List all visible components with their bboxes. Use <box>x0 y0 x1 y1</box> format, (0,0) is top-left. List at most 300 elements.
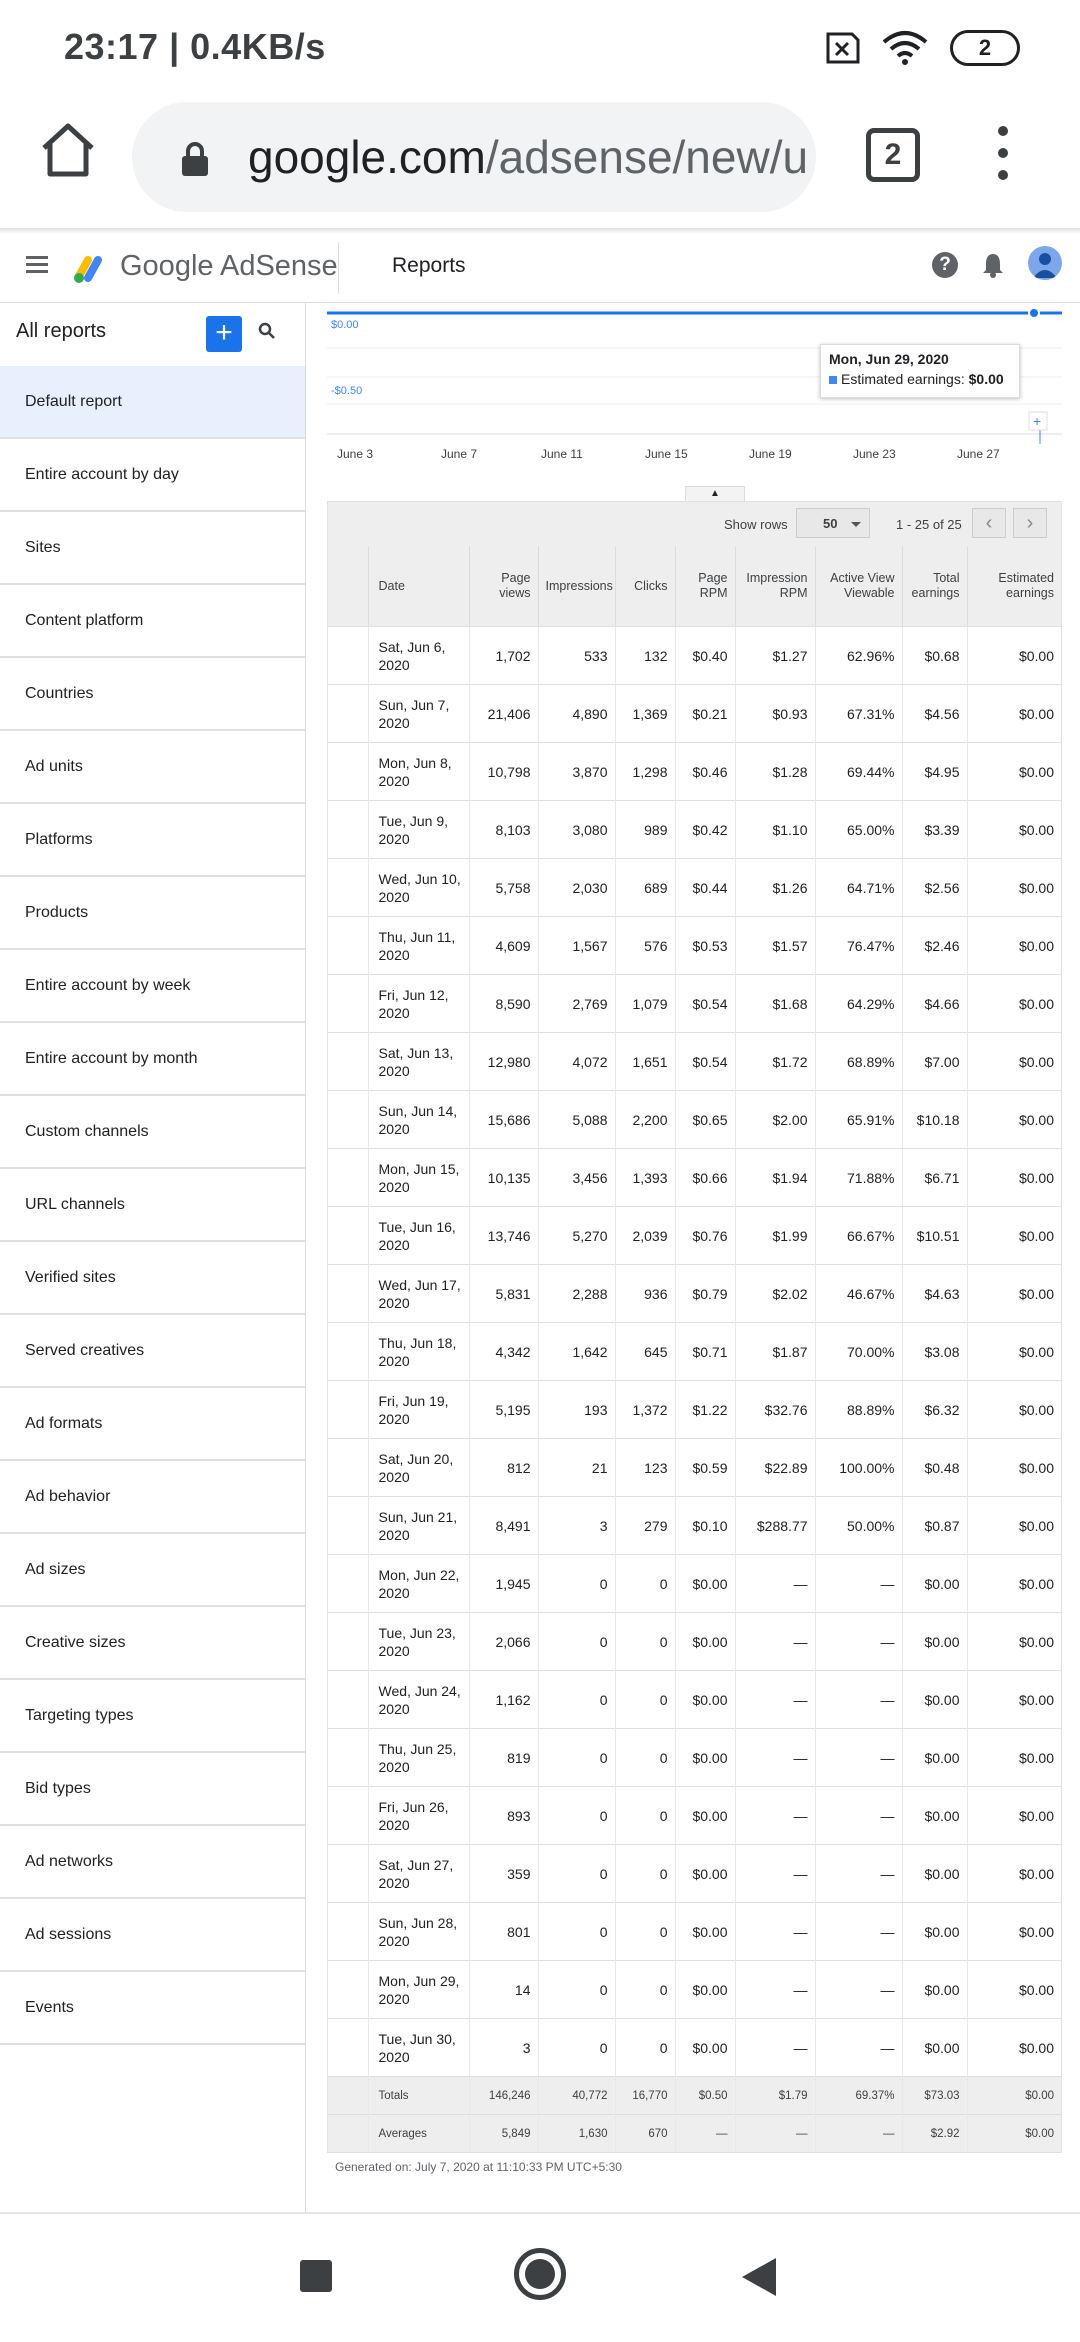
table-cell: — <box>735 1613 815 1671</box>
sidebar-header <box>0 302 305 366</box>
table-row <box>328 1613 1061 1671</box>
table-cell: 68.89% <box>815 1033 902 1091</box>
x-label: June 23 <box>853 447 896 461</box>
table-cell: 13,746 <box>469 1207 538 1265</box>
table-cell: $0.00 <box>675 1555 735 1613</box>
search-icon[interactable] <box>258 322 276 340</box>
row-label-cell: Fri, Jun 12, 2020 <box>368 975 469 1033</box>
x-label: June 11 <box>541 447 583 461</box>
row-label-cell: Fri, Jun 26, 2020 <box>368 1787 469 1845</box>
battery-icon <box>950 30 1020 66</box>
series-swatch <box>829 376 837 384</box>
table-cell: $1.26 <box>735 859 815 917</box>
table-cell: 576 <box>615 917 675 975</box>
table-cell: 21,406 <box>469 685 538 743</box>
tooltip-value: $0.00 <box>968 371 1004 387</box>
table-cell: 1,298 <box>615 743 675 801</box>
column-header-page-views[interactable]: Page views <box>469 546 538 627</box>
column-header-impressions[interactable]: Impressions <box>538 546 615 627</box>
table-cell: 0 <box>538 1903 615 1961</box>
sidebar-item-verified-sites[interactable]: Verified sites <box>0 1242 305 1315</box>
table-cell: 5,088 <box>538 1091 615 1149</box>
table-row <box>328 1497 1061 1555</box>
back-button[interactable] <box>742 2258 776 2296</box>
sidebar-item-content-platform[interactable]: Content platform <box>0 585 305 658</box>
y-label-0: $0.00 <box>331 319 359 331</box>
table-cell: 64.29% <box>815 975 902 1033</box>
table-row <box>328 2019 1061 2077</box>
sidebar-item-entire-account-by-week[interactable]: Entire account by week <box>0 950 305 1023</box>
table-cell: $1.87 <box>735 1323 815 1381</box>
system-nav-bar <box>0 2212 1080 2342</box>
table-cell: $0.65 <box>675 1091 735 1149</box>
table-cell: — <box>735 1671 815 1729</box>
table-cell: $0.00 <box>967 975 1061 1033</box>
report-table <box>327 501 1062 2153</box>
table-cell: 8,103 <box>469 801 538 859</box>
table-cell: $10.51 <box>902 1207 967 1265</box>
adsense-header <box>0 234 1080 303</box>
table-cell: $7.00 <box>902 1033 967 1091</box>
row-label-cell: Fri, Jun 19, 2020 <box>368 1381 469 1439</box>
table-row <box>328 1439 1061 1497</box>
table-cell: 146,246 <box>469 2077 538 2115</box>
sidebar-item-ad-sizes[interactable]: Ad sizes <box>0 1534 305 1607</box>
table-cell: $0.00 <box>675 1845 735 1903</box>
brand-name: Google AdSense <box>120 250 338 282</box>
column-header-total-earnings[interactable]: Total earnings <box>902 546 967 627</box>
status-icons <box>822 30 1020 66</box>
table-cell: $1.22 <box>675 1381 735 1439</box>
collapse-chart-toggle[interactable]: ▲ <box>685 486 745 501</box>
table-cell: $0.00 <box>967 1323 1061 1381</box>
table-cell: $0.00 <box>967 1265 1061 1323</box>
row-label-cell: Sun, Jun 14, 2020 <box>368 1091 469 1149</box>
table-cell: 3 <box>538 1497 615 1555</box>
chevron-down-icon <box>851 522 861 527</box>
earnings-chart <box>327 302 1062 462</box>
table-cell: 8,491 <box>469 1497 538 1555</box>
table-cell: 1,393 <box>615 1149 675 1207</box>
table-cell: — <box>815 1555 902 1613</box>
table-cell: $0.00 <box>675 1787 735 1845</box>
table-cell: $6.71 <box>902 1149 967 1207</box>
sidebar-item-default-report[interactable]: Default report <box>0 366 305 439</box>
table-cell: 2,039 <box>615 1207 675 1265</box>
tab-switcher-button[interactable] <box>866 128 920 182</box>
table-cell: 21 <box>538 1439 615 1497</box>
table-cell: $0.00 <box>967 1729 1061 1787</box>
table-cell: $0.46 <box>675 743 735 801</box>
row-label-cell: Sun, Jun 28, 2020 <box>368 1903 469 1961</box>
sidebar-item-entire-account-by-month[interactable]: Entire account by month <box>0 1023 305 1096</box>
table-cell: 989 <box>615 801 675 859</box>
table-cell: 5,195 <box>469 1381 538 1439</box>
table-cell: 936 <box>615 1265 675 1323</box>
table-cell: $4.56 <box>902 685 967 743</box>
wifi-icon <box>882 30 928 66</box>
totals-row <box>328 2077 1061 2115</box>
table-cell: 1,372 <box>615 1381 675 1439</box>
column-header-page-rpm[interactable]: Page RPM <box>675 546 735 627</box>
table-cell: $0.00 <box>967 2115 1061 2153</box>
table-cell: $288.77 <box>735 1497 815 1555</box>
table-cell: — <box>815 1845 902 1903</box>
table-row <box>328 1265 1061 1323</box>
table-cell: 2,030 <box>538 859 615 917</box>
row-spacer <box>328 801 368 859</box>
table-cell: $0.00 <box>967 859 1061 917</box>
table-cell: 46.67% <box>815 1265 902 1323</box>
table-cell: $32.76 <box>735 1381 815 1439</box>
row-spacer <box>328 1439 368 1497</box>
row-label-cell: Sat, Jun 20, 2020 <box>368 1439 469 1497</box>
table-cell: 3 <box>469 2019 538 2077</box>
table-cell: $22.89 <box>735 1439 815 1497</box>
table-cell: $2.00 <box>735 1091 815 1149</box>
sidebar-item-platforms[interactable]: Platforms <box>0 804 305 877</box>
url-text[interactable] <box>248 130 808 184</box>
table-cell: 8,590 <box>469 975 538 1033</box>
tooltip-date: Mon, Jun 29, 2020 <box>829 351 949 367</box>
status-time: 23:17 | 0.4KB/s <box>64 26 326 67</box>
next-page-button[interactable] <box>1013 508 1047 538</box>
table-cell: $0.00 <box>967 1613 1061 1671</box>
sidebar-item-creative-sizes[interactable]: Creative sizes <box>0 1607 305 1680</box>
row-spacer <box>328 2019 368 2077</box>
table-cell: $6.32 <box>902 1381 967 1439</box>
table-cell: $0.59 <box>675 1439 735 1497</box>
row-spacer <box>328 1381 368 1439</box>
table-cell: 67.31% <box>815 685 902 743</box>
averages-row <box>328 2115 1061 2153</box>
table-cell: 0 <box>615 1787 675 1845</box>
table-cell: 1,945 <box>469 1555 538 1613</box>
table-cell: 62.96% <box>815 627 902 685</box>
table-cell: 0 <box>615 2019 675 2077</box>
table-cell: 3,080 <box>538 801 615 859</box>
table-row <box>328 1381 1061 1439</box>
table-row <box>328 1961 1061 2019</box>
table-row <box>328 1729 1061 1787</box>
x-label: June 19 <box>749 447 792 461</box>
table-cell: — <box>815 1961 902 2019</box>
table-cell: — <box>815 1729 902 1787</box>
row-spacer <box>328 685 368 743</box>
reports-sidebar <box>0 302 306 2212</box>
table-cell: $0.00 <box>902 1729 967 1787</box>
table-cell: 14 <box>469 1961 538 2019</box>
table-cell: 0 <box>538 1613 615 1671</box>
table-cell: 70.00% <box>815 1323 902 1381</box>
account-avatar[interactable] <box>1028 246 1062 280</box>
table-cell: 4,342 <box>469 1323 538 1381</box>
table-row <box>328 1903 1061 1961</box>
table-cell: $1.72 <box>735 1033 815 1091</box>
sidebar-item-ad-networks[interactable]: Ad networks <box>0 1826 305 1899</box>
sidebar-item-ad-units[interactable]: Ad units <box>0 731 305 804</box>
add-glyph: + <box>215 316 233 349</box>
table-cell: — <box>815 1903 902 1961</box>
table-cell: — <box>815 2019 902 2077</box>
sidebar-item-custom-channels[interactable]: Custom channels <box>0 1096 305 1169</box>
rows-value: 50 <box>823 516 838 531</box>
table-cell: 0 <box>615 1729 675 1787</box>
page-range: 1 - 25 of 25 <box>896 517 962 532</box>
table-cell: $0.00 <box>675 1671 735 1729</box>
table-cell: $0.00 <box>967 1381 1061 1439</box>
sidebar-item-ad-formats[interactable]: Ad formats <box>0 1388 305 1461</box>
table-cell: $0.54 <box>675 1033 735 1091</box>
table-cell: — <box>735 1555 815 1613</box>
table-cell: $0.68 <box>902 627 967 685</box>
row-spacer <box>328 859 368 917</box>
table-cell: $0.00 <box>967 1091 1061 1149</box>
hover-point[interactable] <box>1029 308 1039 318</box>
row-label-cell: Thu, Jun 11, 2020 <box>368 917 469 975</box>
chevron-right-icon: › <box>1026 512 1034 534</box>
help-icon[interactable] <box>932 252 958 278</box>
table-cell: $0.93 <box>735 685 815 743</box>
table-cell: $1.99 <box>735 1207 815 1265</box>
table-cell: 193 <box>538 1381 615 1439</box>
url-domain: google.com <box>248 131 486 183</box>
table-cell: $2.02 <box>735 1265 815 1323</box>
table-cell: $0.00 <box>967 1787 1061 1845</box>
recents-button[interactable] <box>300 2260 332 2292</box>
sidebar-item-url-channels[interactable]: URL channels <box>0 1169 305 1242</box>
x-label: June 27 <box>957 447 1000 461</box>
table-cell: $0.00 <box>967 1033 1061 1091</box>
table-cell: 1,630 <box>538 2115 615 2153</box>
table-row <box>328 859 1061 917</box>
table-cell: 88.89% <box>815 1381 902 1439</box>
browser-menu-icon[interactable] <box>996 126 1010 186</box>
row-spacer <box>328 743 368 801</box>
table-cell: $0.00 <box>967 1671 1061 1729</box>
table-row <box>328 685 1061 743</box>
table-cell: 76.47% <box>815 917 902 975</box>
sidebar-item-countries[interactable]: Countries <box>0 658 305 731</box>
row-label-cell: Sat, Jun 13, 2020 <box>368 1033 469 1091</box>
table-cell: $0.50 <box>675 2077 735 2115</box>
table-cell: — <box>815 1613 902 1671</box>
prev-page-button[interactable] <box>972 508 1006 538</box>
row-label-cell: Sat, Jun 6, 2020 <box>368 627 469 685</box>
table-cell: $0.00 <box>902 1845 967 1903</box>
table-row <box>328 1787 1061 1845</box>
column-header-clicks[interactable]: Clicks <box>615 546 675 627</box>
table-cell: 65.91% <box>815 1091 902 1149</box>
table-cell: 645 <box>615 1323 675 1381</box>
table-cell: 1,702 <box>469 627 538 685</box>
table-cell: — <box>815 1787 902 1845</box>
row-spacer <box>328 2077 368 2115</box>
table-row <box>328 743 1061 801</box>
row-label-cell: Tue, Jun 16, 2020 <box>368 1207 469 1265</box>
table-cell: 2,288 <box>538 1265 615 1323</box>
table-cell: 5,831 <box>469 1265 538 1323</box>
sidebar-list <box>0 366 305 2045</box>
table-cell: — <box>735 1729 815 1787</box>
table-row <box>328 627 1061 685</box>
menu-icon[interactable] <box>26 256 48 277</box>
sidebar-item-served-creatives[interactable]: Served creatives <box>0 1315 305 1388</box>
table-row <box>328 801 1061 859</box>
sim-off-icon <box>822 32 860 64</box>
table-cell: $0.71 <box>675 1323 735 1381</box>
tooltip-row <box>829 371 1011 387</box>
table-cell: 0 <box>538 1671 615 1729</box>
lock-icon <box>180 142 210 176</box>
table-row <box>328 1149 1061 1207</box>
table-cell: $0.00 <box>967 1207 1061 1265</box>
table-cell: — <box>735 2019 815 2077</box>
row-spacer <box>328 1555 368 1613</box>
table-cell: $4.63 <box>902 1265 967 1323</box>
header-spacer <box>328 546 368 627</box>
row-spacer <box>328 1033 368 1091</box>
table-cell: $0.53 <box>675 917 735 975</box>
table-cell: 0 <box>538 1961 615 2019</box>
row-spacer <box>328 975 368 1033</box>
table-cell: 1,369 <box>615 685 675 743</box>
sidebar-item-targeting-types[interactable]: Targeting types <box>0 1680 305 1753</box>
table-cell: $0.10 <box>675 1497 735 1555</box>
table-cell: $0.00 <box>967 801 1061 859</box>
table-cell: 12,980 <box>469 1033 538 1091</box>
table-header-row <box>328 546 1061 627</box>
table-cell: 893 <box>469 1787 538 1845</box>
table-cell: 0 <box>538 2019 615 2077</box>
column-header-active-view-viewable[interactable]: Active View Viewable <box>815 546 902 627</box>
table-cell: $0.00 <box>675 1961 735 2019</box>
table-cell: $0.00 <box>967 2019 1061 2077</box>
table-cell: $0.00 <box>967 917 1061 975</box>
notifications-icon[interactable] <box>982 252 1004 278</box>
table-cell: 0 <box>538 1555 615 1613</box>
sidebar-item-entire-account-by-day[interactable]: Entire account by day <box>0 439 305 512</box>
column-header-impression-rpm[interactable]: Impression RPM <box>735 546 815 627</box>
table-row <box>328 1671 1061 1729</box>
rows-per-page-select[interactable] <box>796 508 870 538</box>
table-cell: 2,200 <box>615 1091 675 1149</box>
table-cell: $0.00 <box>967 743 1061 801</box>
table-cell: 5,849 <box>469 2115 538 2153</box>
table-cell: — <box>815 2115 902 2153</box>
sidebar-item-ad-behavior[interactable]: Ad behavior <box>0 1461 305 1534</box>
table-cell: 0 <box>615 1671 675 1729</box>
table-cell: $3.39 <box>902 801 967 859</box>
row-spacer <box>328 1613 368 1671</box>
add-report-button[interactable] <box>206 316 242 352</box>
table-cell: $0.00 <box>967 1903 1061 1961</box>
table-cell: $0.00 <box>902 1961 967 2019</box>
table-cell: $0.00 <box>967 1497 1061 1555</box>
row-label-cell: Averages <box>368 2115 469 2153</box>
table-cell: 689 <box>615 859 675 917</box>
battery-level: 2 <box>978 35 992 60</box>
table-row <box>328 1845 1061 1903</box>
sidebar-item-sites[interactable]: Sites <box>0 512 305 585</box>
row-spacer <box>328 1091 368 1149</box>
sidebar-item-ad-sessions[interactable]: Ad sessions <box>0 1899 305 1972</box>
table-cell: 801 <box>469 1903 538 1961</box>
table-cell: — <box>735 1845 815 1903</box>
table-cell: $0.44 <box>675 859 735 917</box>
row-spacer <box>328 917 368 975</box>
table-cell: 5,270 <box>538 1207 615 1265</box>
chart-tooltip <box>820 344 1020 398</box>
column-header-estimated-earnings[interactable]: Estimated earnings <box>967 546 1061 627</box>
table-cell: 66.67% <box>815 1207 902 1265</box>
table-cell: $0.00 <box>902 1613 967 1671</box>
table-cell: $1.27 <box>735 627 815 685</box>
table-row <box>328 917 1061 975</box>
table-cell: 50.00% <box>815 1497 902 1555</box>
table-cell: 0 <box>615 1555 675 1613</box>
table-cell: $2.46 <box>902 917 967 975</box>
table-cell: — <box>735 1961 815 2019</box>
sidebar-item-products[interactable]: Products <box>0 877 305 950</box>
table-cell: 0 <box>538 1729 615 1787</box>
sidebar-item-events[interactable]: Events <box>0 1972 305 2045</box>
report-content <box>327 302 1062 2174</box>
table-cell: $0.76 <box>675 1207 735 1265</box>
home-icon[interactable] <box>38 120 98 180</box>
table-cell: 1,567 <box>538 917 615 975</box>
table-cell: 1,162 <box>469 1671 538 1729</box>
row-label-cell: Thu, Jun 25, 2020 <box>368 1729 469 1787</box>
zoom-icon[interactable]: + <box>1033 413 1042 429</box>
row-spacer <box>328 1323 368 1381</box>
table-cell: 40,772 <box>538 2077 615 2115</box>
home-button[interactable] <box>514 2248 566 2300</box>
column-header-date[interactable]: Date <box>368 546 469 627</box>
url-bar[interactable] <box>132 102 816 212</box>
sidebar-item-bid-types[interactable]: Bid types <box>0 1753 305 1826</box>
table-cell: 812 <box>469 1439 538 1497</box>
table-cell: $4.95 <box>902 743 967 801</box>
table-cell: 2,066 <box>469 1613 538 1671</box>
table-cell: 69.44% <box>815 743 902 801</box>
table-cell: 4,609 <box>469 917 538 975</box>
table-cell: $0.79 <box>675 1265 735 1323</box>
table-cell: 0 <box>615 1903 675 1961</box>
table-cell: 0 <box>538 1845 615 1903</box>
table-cell: 279 <box>615 1497 675 1555</box>
table-cell: 132 <box>615 627 675 685</box>
table-cell: 3,456 <box>538 1149 615 1207</box>
row-spacer <box>328 1149 368 1207</box>
table-cell: 819 <box>469 1729 538 1787</box>
table-row <box>328 1033 1061 1091</box>
page-title: Reports <box>392 254 466 277</box>
table-cell: 0 <box>615 1845 675 1903</box>
x-label: June 7 <box>441 447 478 461</box>
row-label-cell: Mon, Jun 15, 2020 <box>368 1149 469 1207</box>
row-label-cell: Mon, Jun 8, 2020 <box>368 743 469 801</box>
row-spacer <box>328 1265 368 1323</box>
table-cell: $0.00 <box>967 2077 1061 2115</box>
data-table <box>328 546 1061 2152</box>
table-cell: 71.88% <box>815 1149 902 1207</box>
table-cell: $0.21 <box>675 685 735 743</box>
row-spacer <box>328 1729 368 1787</box>
table-cell: $0.00 <box>967 1149 1061 1207</box>
table-cell: $0.00 <box>902 1555 967 1613</box>
table-cell: 16,770 <box>615 2077 675 2115</box>
